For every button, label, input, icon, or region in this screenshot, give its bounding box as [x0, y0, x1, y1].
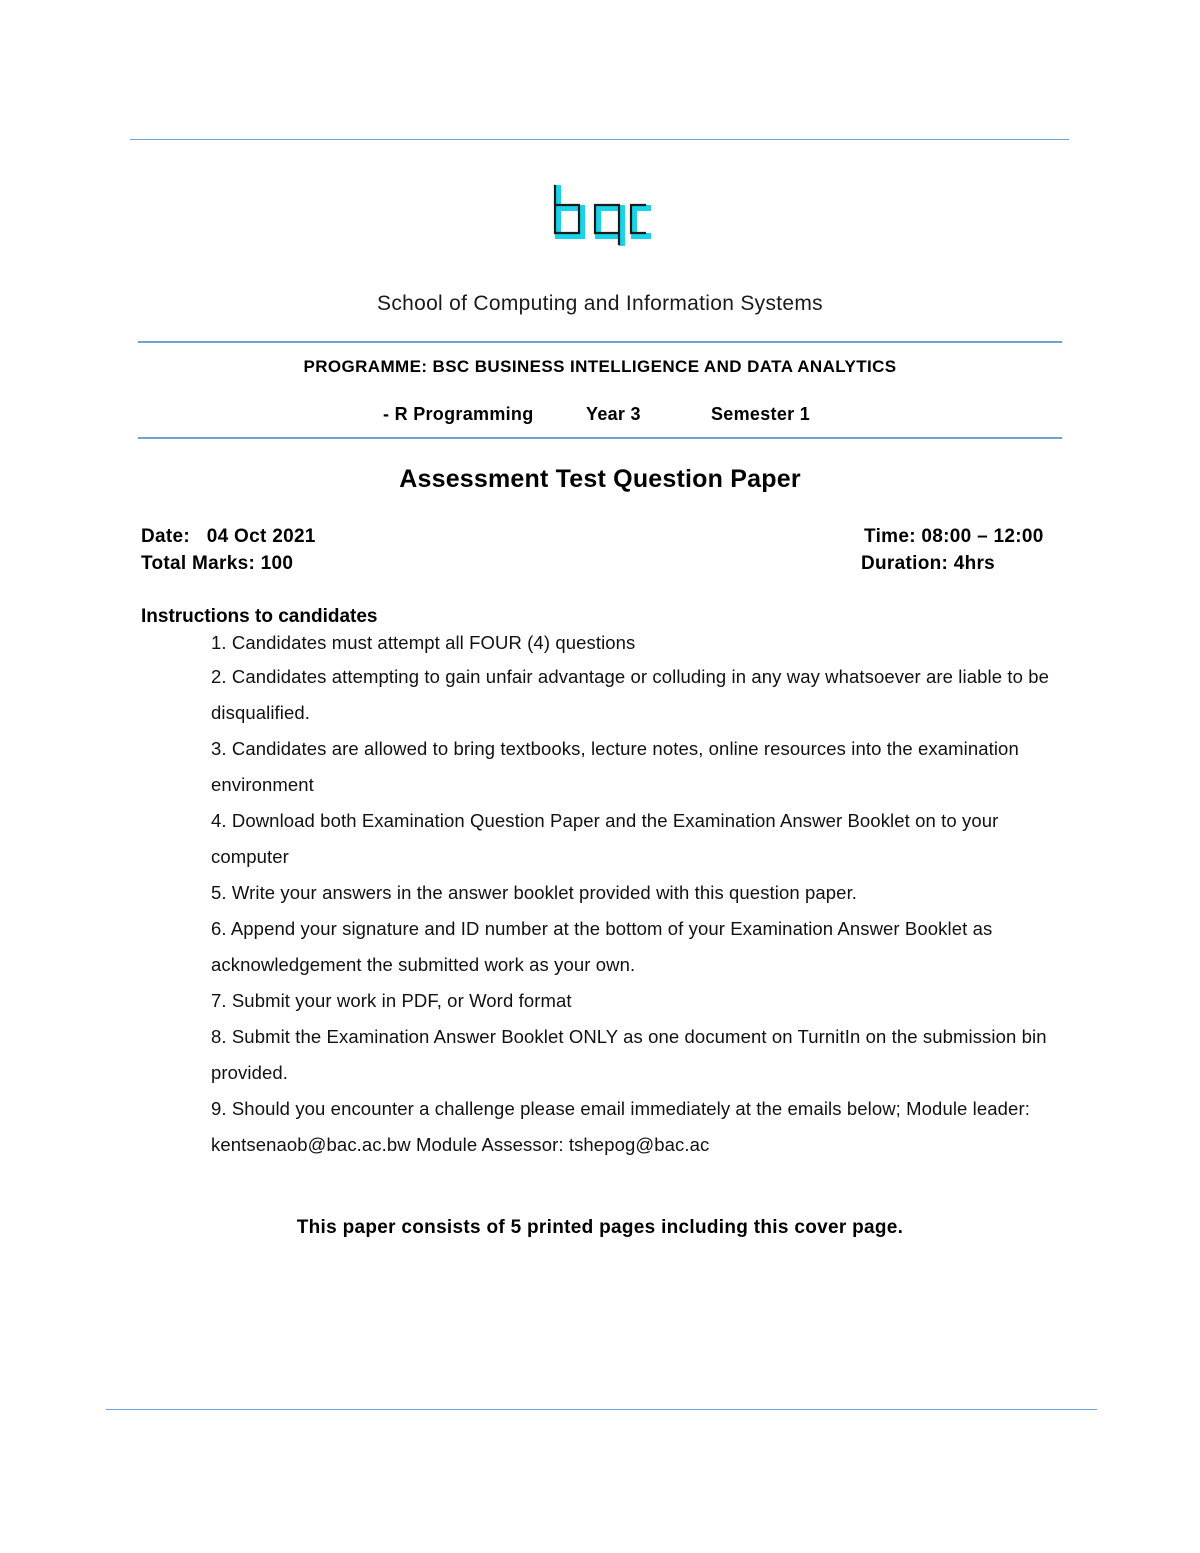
programme-title: PROGRAMME: BSC BUSINESS INTELLIGENCE AND DATA ANALYTICS [303, 357, 897, 376]
instruction-item: 3. Candidates are allowed to bring textbooks, lecture notes, online resources into the examination environment [211, 738, 1019, 795]
semester-label: Semester 1 [711, 404, 811, 424]
instruction-item: 1. Candidates must attempt all FOUR (4) questions [211, 632, 636, 653]
instruction-item: 4. Download both Examination Question Paper and the Examination Answer Booklet on to your computer [211, 810, 999, 867]
instruction-item: 8. Submit the Examination Answer Booklet ONLY as one document on TurnitIn on the submission bin provided. [211, 1026, 1047, 1083]
instruction-item: 5. Write your answers in the answer booklet provided with this question paper. [211, 882, 858, 903]
top-rule [130, 139, 1069, 140]
exam-date: Date: 04 Oct 2021 [141, 526, 316, 547]
paper-title: Assessment Test Question Paper [399, 465, 801, 493]
header-rule-top [138, 341, 1062, 343]
exam-time: Time: 08:00 – 12:00 [864, 526, 1044, 547]
header-rule-bottom [138, 437, 1062, 439]
year-label: Year 3 [586, 404, 641, 424]
bottom-rule [106, 1409, 1097, 1410]
instruction-item: 7. Submit your work in PDF, or Word format [211, 990, 572, 1011]
instruction-item: 9. Should you encounter a challenge please email immediately at the emails below; Module leader: kentsenaob@bac.ac.bw Module Assessor: tshepog@bac.ac [211, 1098, 1030, 1155]
exam-duration: Duration: 4hrs [861, 553, 996, 574]
instruction-item: 6. Append your signature and ID number at the bottom of your Examination Answer Booklet as acknowledgement the submitted work as your own. [211, 918, 993, 975]
total-marks: Total Marks: 100 [141, 553, 294, 574]
instructions-heading: Instructions to candidates [141, 606, 378, 627]
module-name: - R Programming [383, 404, 534, 424]
school-name: School of Computing and Information Systems [377, 292, 823, 315]
page-count-note: This paper consists of 5 printed pages including this cover page. [296, 1217, 904, 1238]
instructions-list [211, 627, 1061, 1163]
instruction-item: 2. Candidates attempting to gain unfair advantage or colluding in any way whatsoever are liable to be disqualified. [211, 666, 1049, 723]
bac-logo [548, 184, 652, 246]
